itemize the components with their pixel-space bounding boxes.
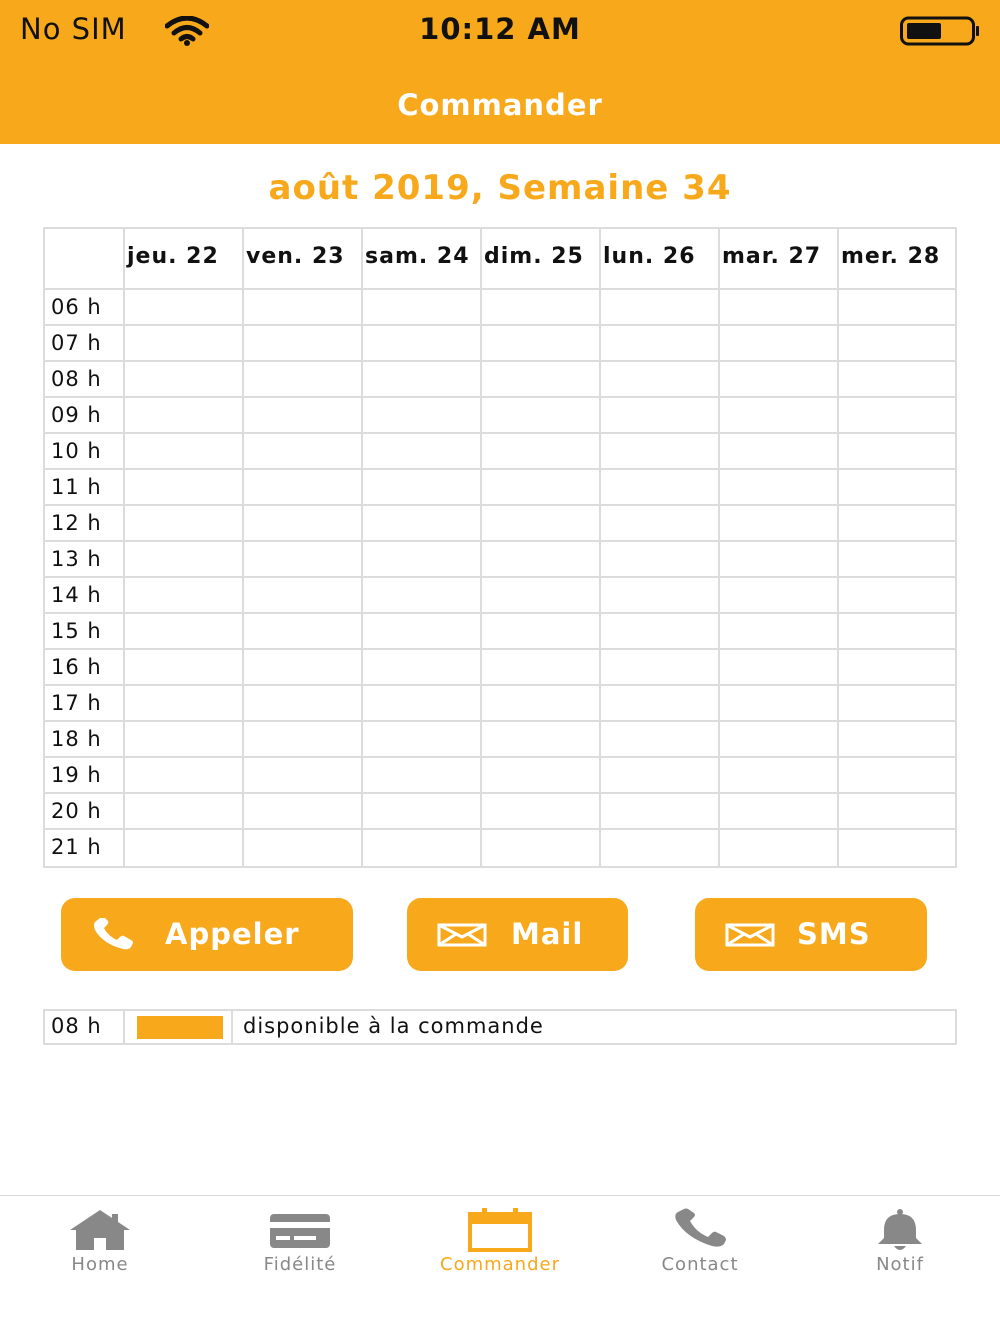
time-slot-cell[interactable]	[244, 578, 363, 614]
time-slot-cell[interactable]	[839, 362, 957, 398]
time-slot-cell[interactable]	[125, 470, 244, 506]
hour-label: 10 h	[45, 434, 125, 470]
time-slot-cell[interactable]	[125, 434, 244, 470]
time-slot-cell[interactable]	[839, 290, 957, 326]
hour-label: 21 h	[45, 830, 125, 866]
time-slot-cell[interactable]	[601, 470, 720, 506]
time-slot-cell[interactable]	[601, 578, 720, 614]
time-slot-cell[interactable]	[244, 362, 363, 398]
day-header: lun. 26	[601, 229, 720, 290]
time-slot-cell[interactable]	[839, 794, 957, 830]
time-slot-cell[interactable]	[125, 758, 244, 794]
carrier-label: No SIM	[20, 12, 127, 46]
day-header: ven. 23	[244, 229, 363, 290]
time-slot-cell[interactable]	[244, 542, 363, 578]
tab-notif[interactable]	[800, 1196, 1000, 1296]
calendar-row	[45, 650, 955, 686]
week-calendar	[43, 227, 957, 868]
page-title: Commander	[397, 88, 603, 122]
time-slot-cell[interactable]	[125, 650, 244, 686]
time-slot-cell[interactable]	[482, 758, 601, 794]
legend-hour: 08 h	[45, 1011, 125, 1043]
time-slot-cell[interactable]	[244, 794, 363, 830]
time-slot-cell[interactable]	[363, 398, 482, 434]
calendar-row	[45, 326, 955, 362]
legend	[43, 1009, 957, 1045]
call-button-label: Appeler	[165, 917, 300, 951]
calendar-row	[45, 542, 955, 578]
battery-icon	[900, 16, 980, 46]
calendar-row	[45, 578, 955, 614]
time-slot-cell[interactable]	[482, 398, 601, 434]
calendar-row	[45, 398, 955, 434]
hour-label: 09 h	[45, 398, 125, 434]
time-slot-cell[interactable]	[839, 326, 957, 362]
calendar-row	[45, 830, 955, 866]
status-bar	[0, 0, 1000, 62]
time-slot-cell[interactable]	[601, 794, 720, 830]
time-slot-cell[interactable]	[482, 470, 601, 506]
time-slot-cell[interactable]	[601, 506, 720, 542]
sms-button-label: SMS	[797, 917, 871, 951]
time-slot-cell[interactable]	[244, 434, 363, 470]
time-slot-cell[interactable]	[839, 398, 957, 434]
hour-label: 07 h	[45, 326, 125, 362]
time-slot-cell[interactable]	[482, 542, 601, 578]
time-slot-cell[interactable]	[244, 686, 363, 722]
time-slot-cell[interactable]	[720, 542, 839, 578]
hour-label: 12 h	[45, 506, 125, 542]
time-slot-cell[interactable]	[125, 794, 244, 830]
tab-contact[interactable]	[600, 1196, 800, 1296]
calendar-row	[45, 722, 955, 758]
time-slot-cell[interactable]	[363, 434, 482, 470]
time-slot-cell[interactable]	[720, 794, 839, 830]
calendar-icon	[468, 1208, 532, 1252]
time-slot-cell[interactable]	[839, 578, 957, 614]
hour-label: 08 h	[45, 362, 125, 398]
calendar-row	[45, 290, 955, 326]
time-slot-cell[interactable]	[244, 326, 363, 362]
time-slot-cell[interactable]	[839, 542, 957, 578]
time-slot-cell[interactable]	[482, 650, 601, 686]
time-slot-cell[interactable]	[720, 722, 839, 758]
time-slot-cell[interactable]	[601, 398, 720, 434]
time-slot-cell[interactable]	[720, 434, 839, 470]
time-slot-cell[interactable]	[601, 830, 720, 866]
calendar-corner-cell	[45, 229, 125, 290]
time-slot-cell[interactable]	[601, 686, 720, 722]
time-slot-cell[interactable]	[482, 290, 601, 326]
time-slot-cell[interactable]	[363, 542, 482, 578]
time-slot-cell[interactable]	[601, 614, 720, 650]
time-slot-cell[interactable]	[482, 614, 601, 650]
time-slot-cell[interactable]	[244, 614, 363, 650]
mail-button-label: Mail	[511, 917, 584, 951]
time-slot-cell[interactable]	[601, 326, 720, 362]
time-slot-cell[interactable]	[482, 686, 601, 722]
time-slot-cell[interactable]	[482, 434, 601, 470]
day-header: mer. 28	[839, 229, 957, 290]
calendar-row	[45, 362, 955, 398]
mail-button[interactable]	[407, 898, 628, 971]
calendar-row	[45, 470, 955, 506]
day-header: dim. 25	[482, 229, 601, 290]
time-slot-cell[interactable]	[482, 362, 601, 398]
call-button[interactable]	[61, 898, 353, 971]
time-slot-cell[interactable]	[125, 686, 244, 722]
time-slot-cell[interactable]	[363, 686, 482, 722]
time-slot-cell[interactable]	[244, 722, 363, 758]
time-slot-cell[interactable]	[601, 290, 720, 326]
time-slot-cell[interactable]	[720, 614, 839, 650]
calendar-row	[45, 506, 955, 542]
time-slot-cell[interactable]	[482, 578, 601, 614]
time-slot-cell[interactable]	[363, 650, 482, 686]
tab-fidelite[interactable]	[200, 1196, 400, 1296]
time-slot-cell[interactable]	[601, 434, 720, 470]
time-slot-cell[interactable]	[125, 362, 244, 398]
phone-icon	[91, 918, 139, 952]
time-slot-cell[interactable]	[720, 650, 839, 686]
calendar-row	[45, 686, 955, 722]
time-slot-cell[interactable]	[482, 722, 601, 758]
time-slot-cell[interactable]	[839, 506, 957, 542]
time-slot-cell[interactable]	[125, 830, 244, 866]
time-slot-cell[interactable]	[601, 362, 720, 398]
time-slot-cell[interactable]	[720, 578, 839, 614]
time-slot-cell[interactable]	[482, 830, 601, 866]
home-icon	[68, 1208, 132, 1252]
time-slot-cell[interactable]	[244, 398, 363, 434]
hour-label: 15 h	[45, 614, 125, 650]
hour-label: 16 h	[45, 650, 125, 686]
time-slot-cell[interactable]	[244, 758, 363, 794]
time-slot-cell[interactable]	[244, 506, 363, 542]
tab-bar	[0, 1195, 1000, 1334]
day-header: mar. 27	[720, 229, 839, 290]
time-slot-cell[interactable]	[363, 794, 482, 830]
hour-label: 14 h	[45, 578, 125, 614]
hour-label: 06 h	[45, 290, 125, 326]
time-slot-cell[interactable]	[601, 542, 720, 578]
nav-bar	[0, 62, 1000, 144]
time-slot-cell[interactable]	[839, 830, 957, 866]
time-slot-cell[interactable]	[363, 614, 482, 650]
hour-label: 11 h	[45, 470, 125, 506]
time-slot-cell[interactable]	[125, 398, 244, 434]
phone-icon	[668, 1208, 732, 1252]
time-slot-cell[interactable]	[839, 434, 957, 470]
sms-button[interactable]	[695, 898, 927, 971]
time-slot-cell[interactable]	[244, 830, 363, 866]
time-slot-cell[interactable]	[363, 470, 482, 506]
time-slot-cell[interactable]	[363, 578, 482, 614]
time-slot-cell[interactable]	[125, 290, 244, 326]
time-slot-cell[interactable]	[363, 362, 482, 398]
time-slot-cell[interactable]	[363, 830, 482, 866]
time-slot-cell[interactable]	[244, 470, 363, 506]
day-header: sam. 24	[363, 229, 482, 290]
tab-commander[interactable]	[400, 1196, 600, 1296]
tab-label: Fidélité	[263, 1254, 337, 1275]
time-slot-cell[interactable]	[720, 398, 839, 434]
time-slot-cell[interactable]	[363, 506, 482, 542]
calendar-row	[45, 794, 955, 830]
legend-swatch	[137, 1016, 223, 1039]
time-slot-cell[interactable]	[482, 506, 601, 542]
time-slot-cell[interactable]	[720, 290, 839, 326]
tab-label: Contact	[661, 1254, 739, 1275]
week-title: août 2019, Semaine 34	[268, 168, 732, 208]
time-slot-cell[interactable]	[125, 578, 244, 614]
time-slot-cell[interactable]	[363, 290, 482, 326]
time-slot-cell[interactable]	[125, 542, 244, 578]
time-slot-cell[interactable]	[720, 362, 839, 398]
hour-label: 18 h	[45, 722, 125, 758]
mail-icon	[725, 923, 775, 947]
calendar-row	[45, 614, 955, 650]
time-slot-cell[interactable]	[601, 758, 720, 794]
time-slot-cell[interactable]	[839, 650, 957, 686]
time-slot-cell[interactable]	[720, 506, 839, 542]
calendar-row	[45, 758, 955, 794]
time-slot-cell[interactable]	[839, 470, 957, 506]
time-slot-cell[interactable]	[720, 830, 839, 866]
card-icon	[268, 1208, 332, 1252]
legend-swatch-cell	[125, 1011, 233, 1043]
time-slot-cell[interactable]	[720, 758, 839, 794]
time-slot-cell[interactable]	[601, 650, 720, 686]
time-slot-cell[interactable]	[839, 686, 957, 722]
bell-icon	[868, 1208, 932, 1252]
status-time: 10:12 AM	[419, 12, 581, 46]
time-slot-cell[interactable]	[125, 326, 244, 362]
time-slot-cell[interactable]	[720, 686, 839, 722]
tab-label: Home	[71, 1254, 129, 1275]
time-slot-cell[interactable]	[839, 758, 957, 794]
time-slot-cell[interactable]	[482, 326, 601, 362]
time-slot-cell[interactable]	[839, 722, 957, 758]
mail-icon	[437, 923, 487, 947]
time-slot-cell[interactable]	[720, 470, 839, 506]
hour-label: 13 h	[45, 542, 125, 578]
time-slot-cell[interactable]	[363, 722, 482, 758]
time-slot-cell[interactable]	[363, 326, 482, 362]
time-slot-cell[interactable]	[601, 722, 720, 758]
time-slot-cell[interactable]	[125, 506, 244, 542]
hour-label: 20 h	[45, 794, 125, 830]
day-header: jeu. 22	[125, 229, 244, 290]
calendar-row	[45, 434, 955, 470]
tab-home[interactable]	[0, 1196, 200, 1296]
time-slot-cell[interactable]	[720, 326, 839, 362]
hour-label: 17 h	[45, 686, 125, 722]
time-slot-cell[interactable]	[125, 722, 244, 758]
hour-label: 19 h	[45, 758, 125, 794]
time-slot-cell[interactable]	[363, 758, 482, 794]
tab-label: Commander	[440, 1254, 560, 1275]
time-slot-cell[interactable]	[482, 794, 601, 830]
tab-label: Notif	[876, 1254, 924, 1275]
time-slot-cell[interactable]	[125, 614, 244, 650]
legend-text: disponible à la commande	[243, 1014, 544, 1038]
time-slot-cell[interactable]	[839, 614, 957, 650]
time-slot-cell[interactable]	[244, 290, 363, 326]
time-slot-cell[interactable]	[244, 650, 363, 686]
